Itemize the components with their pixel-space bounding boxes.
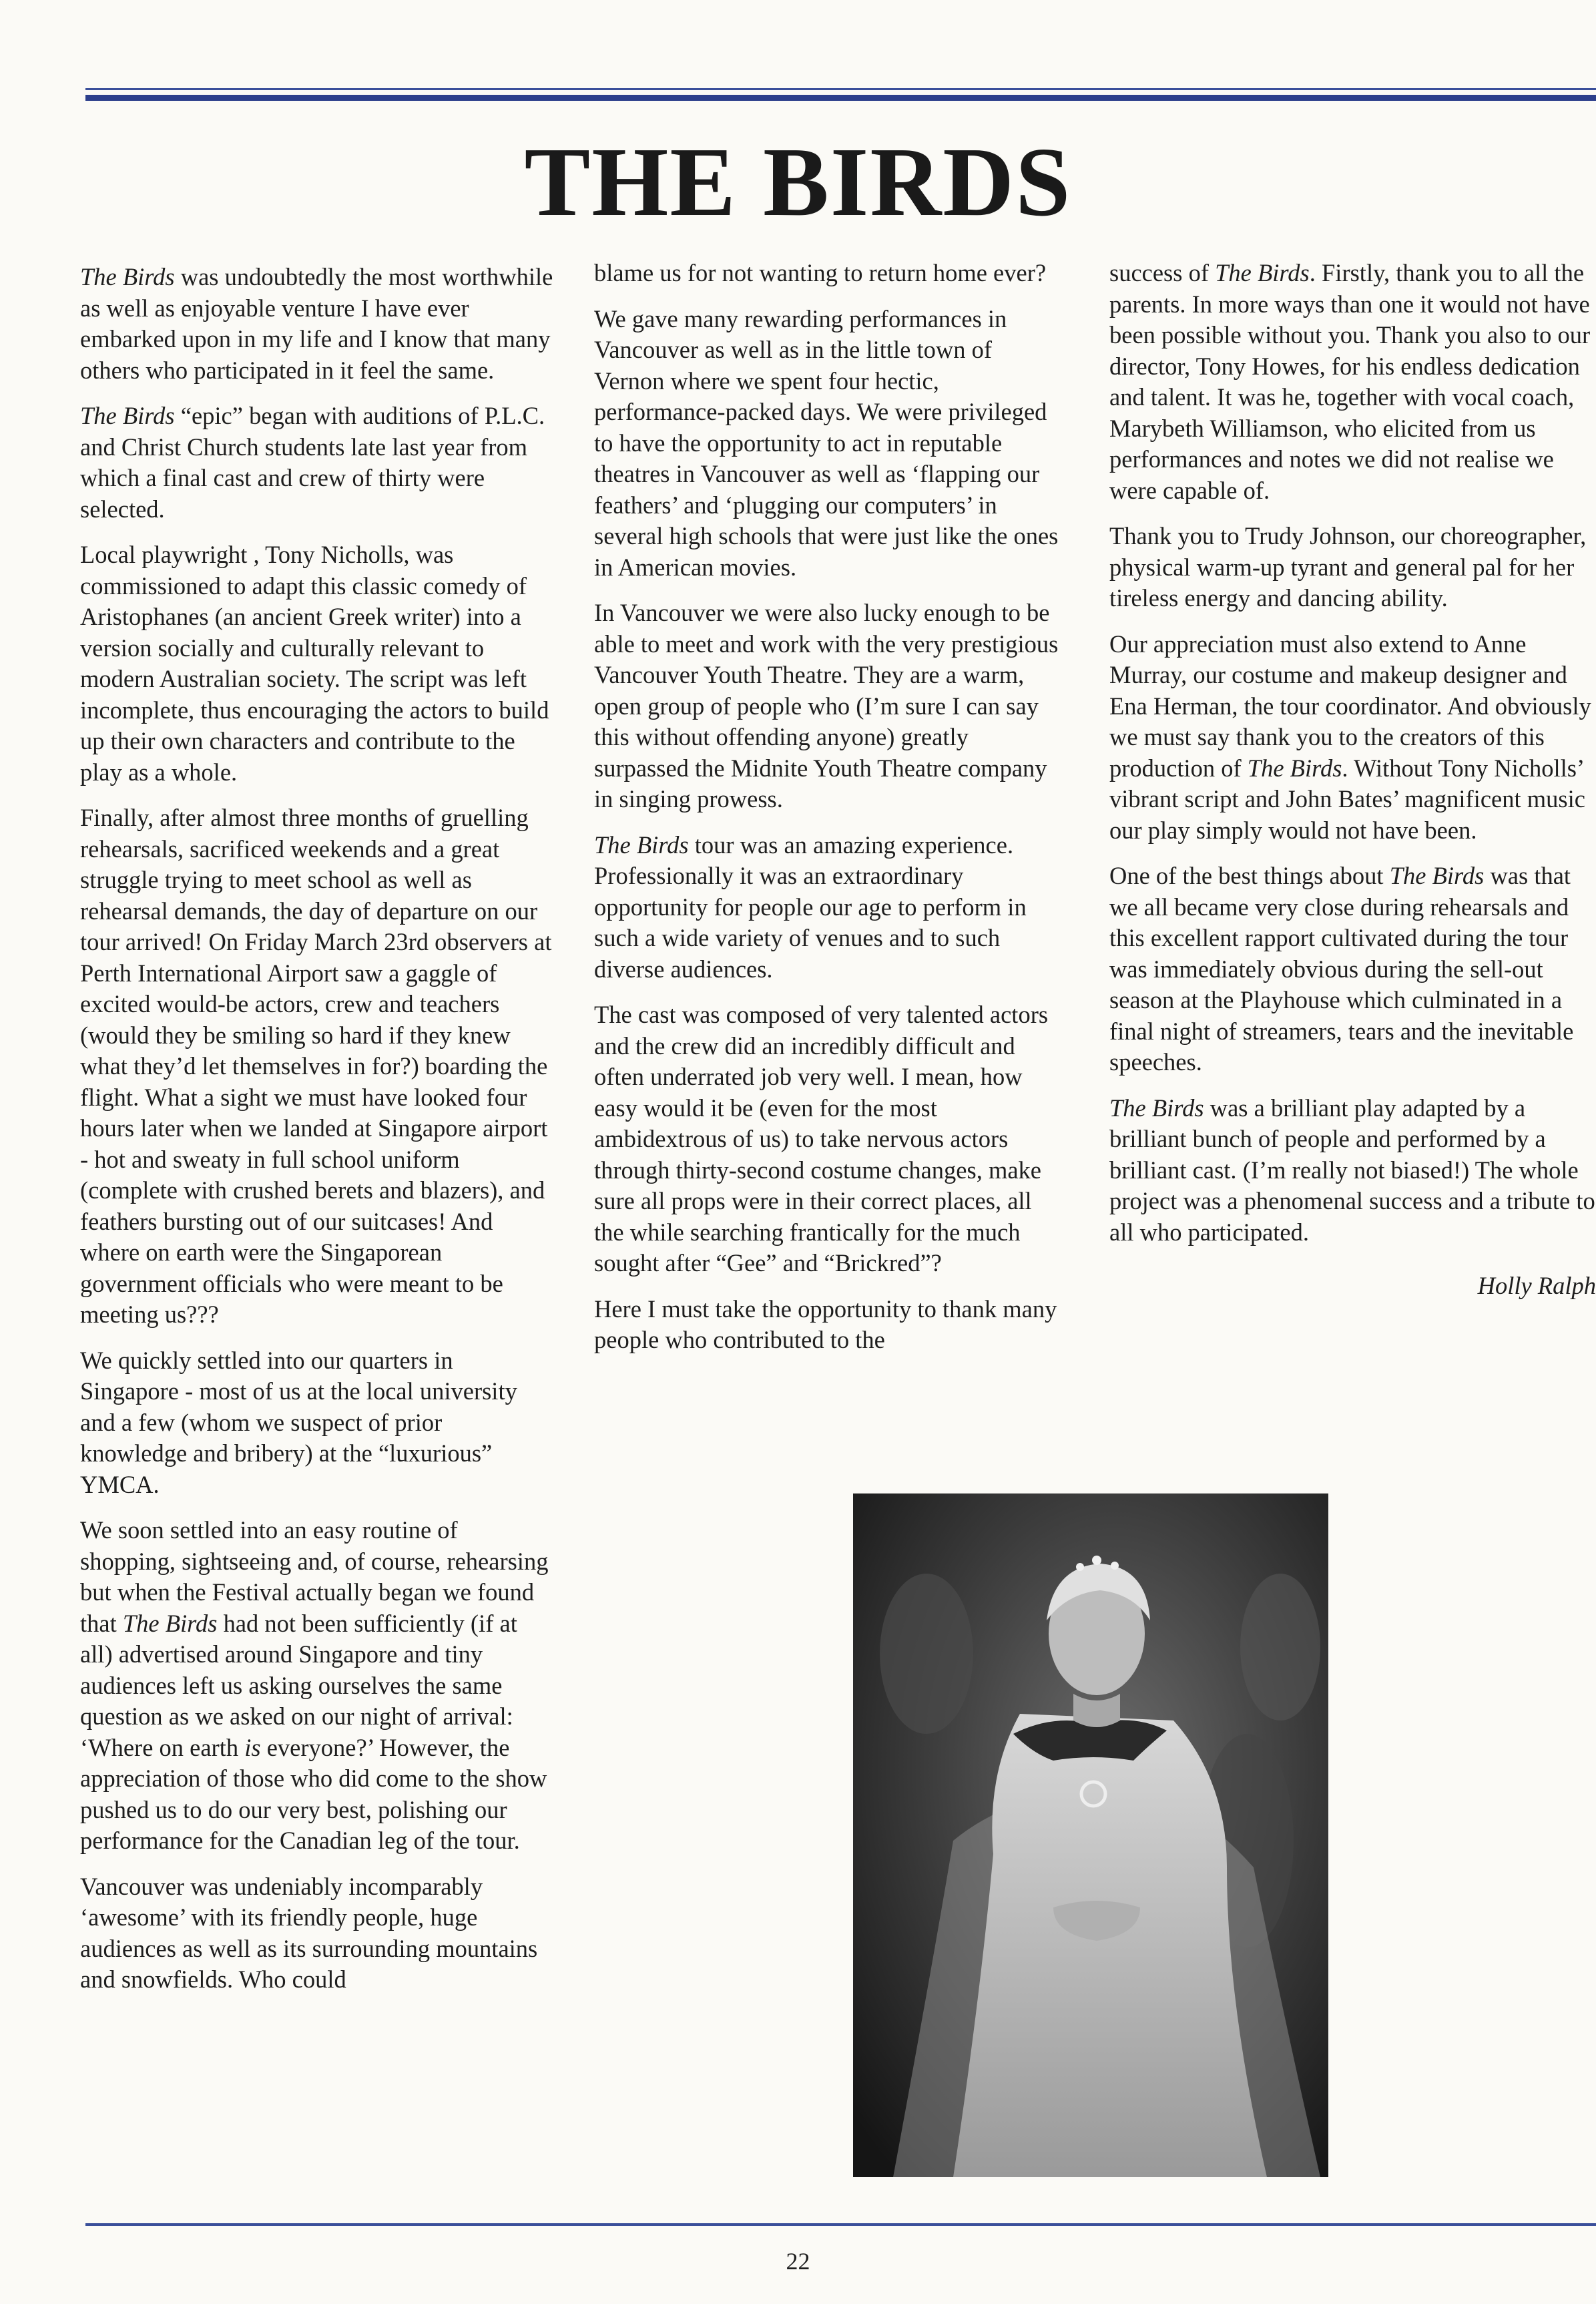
paragraph bbox=[1109, 629, 1596, 847]
paragraph bbox=[1109, 1093, 1596, 1248]
paragraph bbox=[80, 262, 554, 386]
paragraph-text: tour was an amazing experience. Professionally it was an extraordinary opportunity for people our age to perform in such a wide variety of venues and to such diverse audiences. bbox=[594, 831, 1027, 983]
column-3 bbox=[1109, 258, 1596, 1317]
paragraph-text: was that we all became very close during rehearsals and this excellent rapport cultivated during the tour was immediately obvious during the sell-out season at the Playhouse which culminated in a final night of streamers, tears and the inevitable speeches. bbox=[1109, 862, 1574, 1076]
paragraph-text: We soon settled into an easy routine of shopping, sightseeing and, of course, rehearsing but when the Festival actually began we found that bbox=[80, 1516, 549, 1637]
paragraph bbox=[594, 830, 1061, 985]
top-rule-thin bbox=[85, 88, 1596, 90]
paragraph: The cast was composed of very talented actors and the crew did an incredibly difficult and often underrated job very well. I mean, how easy would it be (even for the most ambidextrous of us) to take nervous actors through thirty-second costume changes, make sure all props were in their correct places, all the while searching frantically for the much sought after “Gee” and “Brickred”? bbox=[594, 1001, 1049, 1277]
paragraph-text: Our appreciation must also extend to Anne Murray, our costume and makeup designer and Ena Herman, the tour coordinator. And obviously we must say thank you to the creators of this production of bbox=[1109, 630, 1591, 782]
paragraph-text: everyone?’ However, the appreciation of those who did come to the show pushed us to do our very best, polishing our performance for the Canadian leg of the tour. bbox=[80, 1733, 547, 1854]
play-title: The Birds bbox=[80, 402, 175, 429]
page-number: 22 bbox=[786, 2248, 810, 2275]
play-title: The Birds bbox=[122, 1609, 218, 1637]
play-title: The Birds bbox=[594, 831, 689, 859]
column-2 bbox=[594, 258, 1061, 1371]
paragraph bbox=[80, 1515, 554, 1857]
bottom-rule bbox=[85, 2223, 1596, 2226]
paragraph-text: . Firstly, thank you to all the parents. In more ways than one it would not have been possible without you. Thank you also to our director, Tony Howes, for his endless dedication and talent. It was he, together with vocal coach, Marybeth Williamson, who elicited from us performances and notes we did not realise we were capable of. bbox=[1109, 259, 1591, 504]
paragraph: Here I must take the opportunity to thank many people who contributed to the bbox=[594, 1295, 1057, 1353]
paragraph-text: One of the best things about bbox=[1109, 862, 1390, 889]
paragraph: We quickly settled into our quarters in Singapore - most of us at the local university and a few (whom we suspect of prior knowledge and bribery) at the “luxurious” YMCA. bbox=[80, 1346, 517, 1498]
column-1 bbox=[80, 262, 554, 2010]
article-title: THE BIRDS bbox=[524, 128, 1072, 237]
paragraph-text: had not been sufficiently (if at all) advertised around Singapore and tiny audiences left us asking ourselves the same question as we asked on our night of arrival: ‘Where on earth bbox=[80, 1609, 517, 1761]
paragraph: Local playwright , Tony Nicholls, was commissioned to adapt this classic comedy of Aristophanes (an ancient Greek writer) into a version socially and culturally relevant to modern Australian society. The script was left incomplete, thus encouraging the actors to build up their own characters and contribute to the play as a whole. bbox=[80, 541, 549, 786]
play-title: The Birds bbox=[80, 263, 175, 290]
paragraph: In Vancouver we were also lucky enough to be able to meet and work with the very prestigious Vancouver Youth Theatre. They are a warm, open group of people who (I’m sure I can say this without offending anyone) greatly surpassed the Midnite Youth Theatre company in singing prowess. bbox=[594, 599, 1059, 813]
paragraph bbox=[80, 401, 554, 525]
paragraph: We gave many rewarding performances in Vancouver as well as in the little town of Vernon where we spent four hectic, performance-packed days. We were privileged to have the opportunity to act in reputable theatres in Vancouver as well as ‘flapping our feathers’ and ‘plugging our computers’ in several high schools that were just like the ones in American movies. bbox=[594, 304, 1059, 581]
play-title: The Birds bbox=[1389, 862, 1485, 889]
paragraph: Finally, after almost three months of gruelling rehearsals, sacrificed weekends and a great struggle trying to meet school as well as rehearsal demands, the day of departure on our tour arrived! On Friday March 23rd observers at Perth International Airport saw a gaggle of excited would-be actors, crew and teachers (would they be smiling so hard if they knew what they’d let themselves in for?) boarding the flight. What a sight we must have looked four hours later when we landed at Singapore airport - hot and sweaty in full school uniform (complete with crushed berets and blazers), and feathers bursting out of our suitcases! And where on earth were the Singaporean government officials who were meant to be meeting us??? bbox=[80, 804, 552, 1328]
play-title: The Birds bbox=[1247, 754, 1342, 782]
paragraph-text: . Without Tony Nicholls’ vibrant script and John Bates’ magnificent music our play simply would not have been. bbox=[1109, 754, 1585, 844]
paragraph: blame us for not wanting to return home ever? bbox=[594, 259, 1047, 286]
paragraph-text: was a brilliant play adapted by a brilliant bunch of people and performed by a brilliant cast. (I’m really not biased!) The whole project was a phenomenal success and a tribute to all who participated. bbox=[1109, 1094, 1595, 1246]
performance-photo bbox=[853, 1493, 1328, 2177]
top-rule-thick bbox=[85, 95, 1596, 101]
emphasis: is bbox=[244, 1733, 261, 1761]
paragraph-text: success of bbox=[1109, 259, 1216, 286]
author-signature: Holly Ralph bbox=[1477, 1272, 1596, 1299]
performer-illustration bbox=[853, 1493, 1328, 2177]
paragraph: Thank you to Trudy Johnson, our choreographer, physical warm-up tyrant and general pal for her tireless energy and dancing ability. bbox=[1109, 522, 1587, 612]
paragraph: Vancouver was undeniably incomparably ‘awesome’ with its friendly people, huge audiences as well as its surrounding mountains and snowfields. Who could bbox=[80, 1872, 538, 1993]
paragraph bbox=[1109, 861, 1596, 1078]
play-title: The Birds bbox=[1215, 259, 1310, 286]
paragraph-text: “epic” began with auditions of P.L.C. and Christ Church students late last year from which a final cast and crew of thirty were selected. bbox=[80, 402, 545, 523]
paragraph-text: was undoubtedly the most worthwhile as well as enjoyable venture I have ever embarked upon in my life and I know that many others who participated in it feel the same. bbox=[80, 263, 553, 384]
play-title: The Birds bbox=[1109, 1094, 1204, 1122]
paragraph bbox=[1109, 258, 1596, 506]
